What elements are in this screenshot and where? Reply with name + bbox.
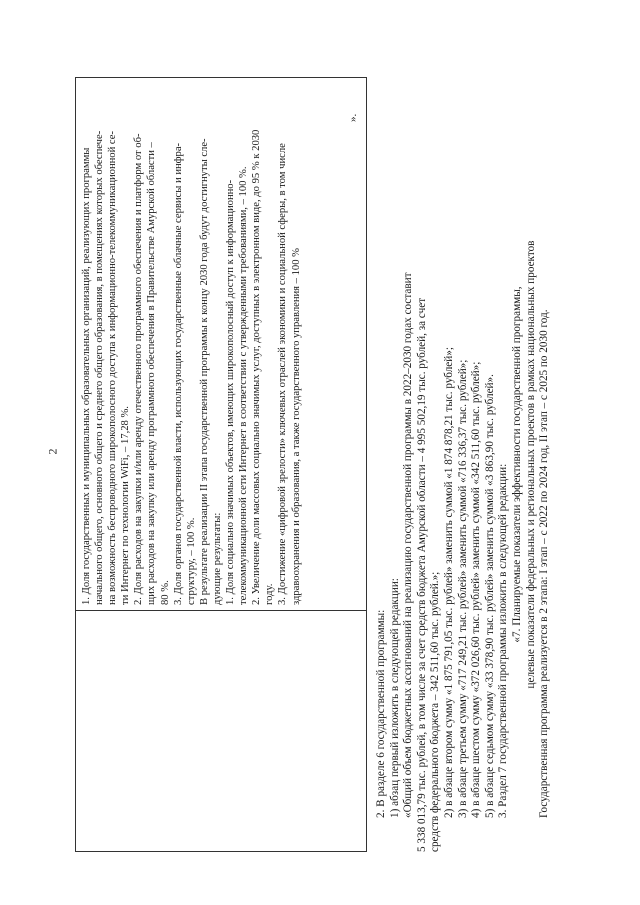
table-cell-results (80, 83, 303, 605)
results-table (75, 77, 367, 852)
table-cell-line: 1. Доля государственных и муниципальных образовательных организаций, реализующих программы (81, 147, 92, 605)
body-paragraph: средств федерального бюджета – 342 511,60 тыс. рублей.»; (429, 571, 442, 852)
body-paragraph: 5 338 013,79 тыс. рублей, в том числе за счет средств бюджета Амурской области – 4 995 502,19 тыс. рублей, за счет (415, 297, 428, 852)
table-cell-line: дующие результаты: (211, 512, 223, 605)
table-cell-line: щих расходов на закупку или аренду программного обеспечения в Правительстве Амурской области – (146, 142, 158, 605)
body-paragraph: 1) абзац первый изложить в следующей редакции: (388, 578, 401, 818)
body-paragraph: целевые показатели федеральных и региональных проектов в рамках национальных проектов (524, 240, 537, 689)
table-cell-line: 2. Доля расходов на закупки и/или аренду отечественного программного обеспечения и платформ от об- (133, 133, 145, 605)
body-paragraph: 2. В разделе 6 государственной программы: (375, 609, 387, 818)
body-paragraph: «Общий объем бюджетных ассигнований на реализацию государственной программы в 2022–2030 годах составит (402, 272, 415, 818)
body-paragraph: 5) в абзаце седьмом сумму «33 378,90 тыс. рублей» заменить суммой «3 863,90 тыс. рублей». (483, 374, 496, 818)
table-cell-line: 1. Доля социально значимых объектов, имеющих широкополосный доступ к информационно- (225, 179, 237, 605)
table-cell-line: 3. Достижение «цифровой зрелости» ключевых отраслей экономики и социальной сферы, в том числе (277, 143, 289, 605)
table-cell-line: ти Интернет по технологии WiFi, – 17,28 %. (120, 406, 132, 605)
body-paragraph: 2) в абзаце втором сумму «1 875 791,05 тыс. рублей» заменить суммой «1 874 878,21 тыс. рублей»; (442, 347, 455, 818)
rotated-content (75, 72, 595, 852)
table-column-divider (76, 610, 366, 611)
body-paragraph: Государственная программа реализуется в 2 этапа: I этап – с 2022 по 2024 год, II этап – с 2025 по 2030 год. (538, 309, 551, 818)
body-paragraph: 3. Раздел 7 государственной программы изложить в следующей редакции: (497, 463, 510, 818)
document-body (375, 77, 552, 852)
page-number: 2 (45, 448, 60, 455)
table-cell-line: структуру, – 100 %. (185, 517, 197, 605)
table-cell-line: году. (264, 583, 276, 605)
table-cell-line: В результате реализации II этапа государственной программы к концу 2030 года будут достигнуты сле- (198, 138, 210, 605)
table-cell-line: 80 %. (159, 580, 171, 605)
table-cell-line: 3. Доля органов государственной власти, использующих государственные облачные сервисы и инфра- (172, 142, 184, 605)
table-cell-line: 2. Увеличение доли массовых социально значимых услуг, доступных в электронном виде, до 95 % к 2030 (251, 129, 263, 605)
body-paragraph: 4) в абзаце шестом сумму «372 026,60 тыс. рублей» заменить суммой «342 511,60 тыс. рублей»; (470, 361, 483, 818)
body-paragraph: 3) в абзаце третьем сумму «717 249,21 тыс. рублей» заменить суммой «716 336,37 тыс. рублей»; (456, 359, 469, 818)
table-cell-line: здравоохранения и образования, а также государственного управления – 100 % (290, 248, 302, 605)
body-paragraph: «7. Планируемые показатели эффективности государственной программы, (510, 286, 523, 643)
table-cell-line: на возможность беспроводного широкополосного доступа к информационно-телекоммуникационной се- (107, 131, 119, 605)
closing-quote: ». (347, 113, 359, 122)
table-cell-line: начального общего, основного общего и среднего общего образования, в помещениях которых обеспече- (94, 130, 106, 605)
table-cell-line: телекоммуникационной сети Интернет в соответствии с утвержденными требованиями, – 100 %. (238, 166, 250, 605)
